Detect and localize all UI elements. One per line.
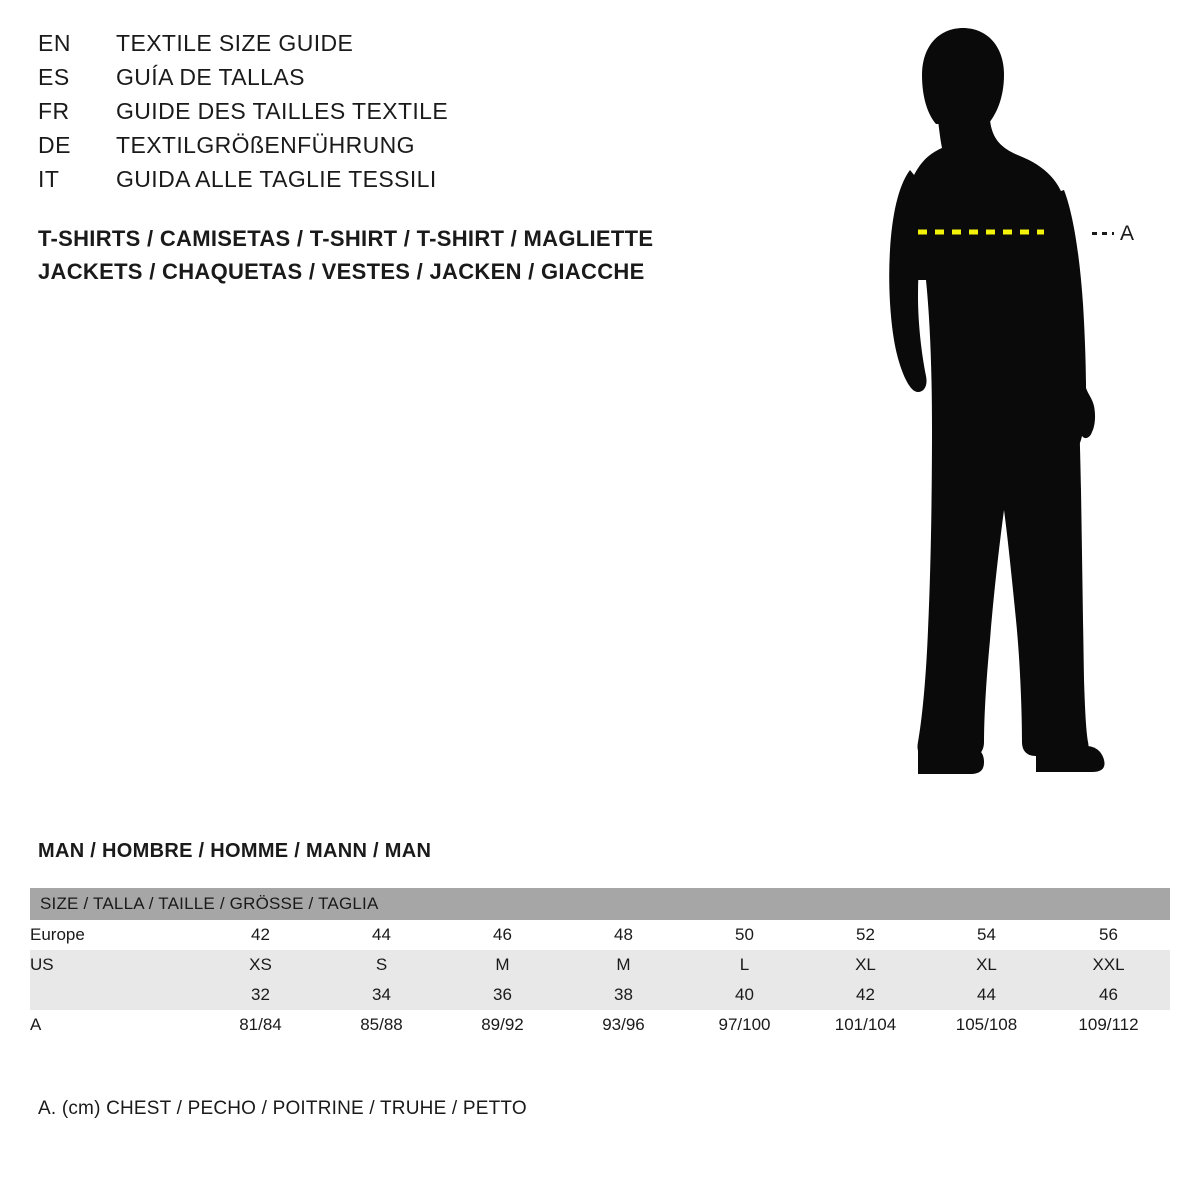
row-label xyxy=(30,980,200,1010)
cell-value: 32 xyxy=(200,980,321,1010)
language-title: GUIDA ALLE TAGLIE TESSILI xyxy=(116,166,437,192)
language-title: TEXTILE SIZE GUIDE xyxy=(116,30,354,56)
table-row xyxy=(30,950,1170,980)
table-header-label: SIZE / TALLA / TAILLE / GRÖSSE / TAGLIA xyxy=(30,888,1170,920)
cell-value: 42 xyxy=(200,920,321,950)
cell-value: M xyxy=(442,950,563,980)
language-code: DE xyxy=(38,132,71,158)
cell-value: 42 xyxy=(805,980,926,1010)
cell-value: 85/88 xyxy=(321,1010,442,1040)
table-row xyxy=(30,980,1170,1010)
cell-value: L xyxy=(684,950,805,980)
cell-value: 89/92 xyxy=(442,1010,563,1040)
cell-value: 50 xyxy=(684,920,805,950)
cell-value: 54 xyxy=(926,920,1047,950)
cell-value: 109/112 xyxy=(1047,1010,1170,1040)
row-label: A xyxy=(30,1010,200,1040)
cell-value: 93/96 xyxy=(563,1010,684,1040)
cell-value: 34 xyxy=(321,980,442,1010)
cell-value: 101/104 xyxy=(805,1010,926,1040)
cell-value: 38 xyxy=(563,980,684,1010)
cell-value: 48 xyxy=(563,920,684,950)
measure-leader-dashes xyxy=(1092,232,1114,235)
language-row xyxy=(38,166,738,200)
row-label: US xyxy=(30,950,200,980)
cell-value: 105/108 xyxy=(926,1010,1047,1040)
cell-value: 46 xyxy=(442,920,563,950)
table-row xyxy=(30,920,1170,950)
category-tshirts: T-SHIRTS / CAMISETAS / T-SHIRT / T-SHIRT / MAGLIETTE xyxy=(38,226,654,251)
language-row xyxy=(38,132,738,166)
language-row xyxy=(38,64,738,98)
table-row xyxy=(30,1010,1170,1040)
cell-value: XL xyxy=(926,950,1047,980)
language-header-block xyxy=(38,30,738,200)
language-code: EN xyxy=(38,30,71,56)
language-code: FR xyxy=(38,98,70,124)
male-body-silhouette xyxy=(840,20,1180,790)
cell-value: 81/84 xyxy=(200,1010,321,1040)
cell-value: M xyxy=(563,950,684,980)
footnote-chest: A. (cm) CHEST / PECHO / POITRINE / TRUHE / PETTO xyxy=(38,1098,527,1119)
cell-value: 52 xyxy=(805,920,926,950)
language-title: TEXTILGRÖßENFÜHRUNG xyxy=(116,132,415,158)
cell-value: S xyxy=(321,950,442,980)
cell-value: 44 xyxy=(926,980,1047,1010)
cell-value: 36 xyxy=(442,980,563,1010)
language-row xyxy=(38,30,738,64)
measure-label-a: A xyxy=(1120,222,1135,245)
language-row xyxy=(38,98,738,132)
category-block xyxy=(38,222,798,288)
cell-value: 44 xyxy=(321,920,442,950)
cell-value: 56 xyxy=(1047,920,1170,950)
section-title-man: MAN / HOMBRE / HOMME / MANN / MAN xyxy=(38,840,432,862)
language-code: IT xyxy=(38,166,60,192)
cell-value: XXL xyxy=(1047,950,1170,980)
table-header-row xyxy=(30,888,1170,920)
cell-value: XL xyxy=(805,950,926,980)
size-table xyxy=(30,888,1170,1040)
cell-value: 46 xyxy=(1047,980,1170,1010)
row-label: Europe xyxy=(30,920,200,950)
language-code: ES xyxy=(38,64,70,90)
cell-value: XS xyxy=(200,950,321,980)
language-title: GUIDE DES TAILLES TEXTILE xyxy=(116,98,449,124)
cell-value: 97/100 xyxy=(684,1010,805,1040)
category-jackets: JACKETS / CHAQUETAS / VESTES / JACKEN / GIACCHE xyxy=(38,259,645,284)
language-title: GUÍA DE TALLAS xyxy=(116,64,305,90)
cell-value: 40 xyxy=(684,980,805,1010)
